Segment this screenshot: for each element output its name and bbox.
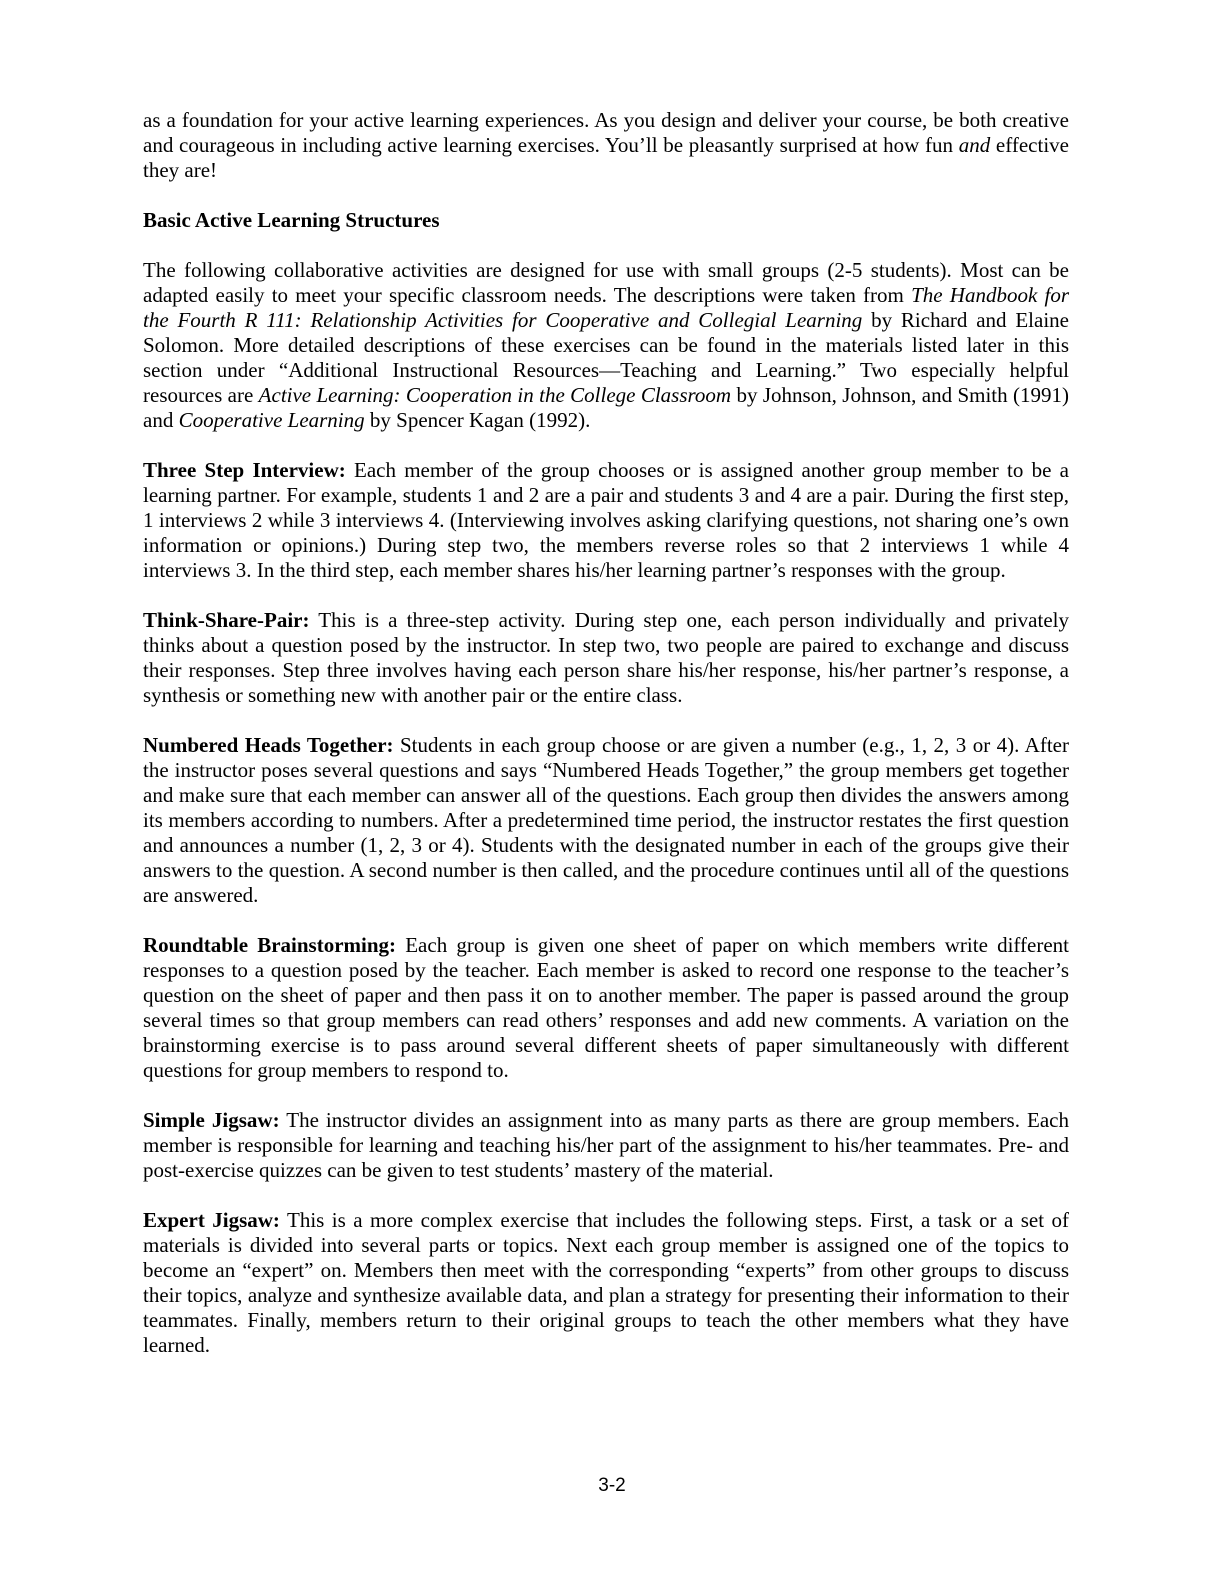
- entry-term: Simple Jigsaw:: [143, 1108, 280, 1132]
- entry-three-step-interview: [143, 458, 1069, 583]
- entry-simple-jigsaw: [143, 1108, 1069, 1183]
- lead-text-3: by Johnson, Johnson, and Smith (1991) and: [143, 383, 1069, 432]
- entry-term: Roundtable Brainstorming:: [143, 933, 397, 957]
- entry-text: The instructor divides an assignment into as many parts as there are group members. Each member is responsible for learning and teaching his/her part of the assignment to his/her teammates. Pre- and post-exercise quizzes can be given to test students’ mastery of the material.: [143, 1108, 1069, 1182]
- entry-term: Think-Share-Pair:: [143, 608, 310, 632]
- entry-text: This is a three-step activity. During step one, each person individually and privately thinks about a question posed by the instructor. In step two, two people are paired to exchange and discuss their responses. Step three involves having each person share his/her response, his/her partner’s response, a synthesis or something new with another pair or the entire class.: [143, 608, 1069, 707]
- lead-book-title-3: Cooperative Learning: [178, 408, 365, 432]
- entry-numbered-heads-together: [143, 733, 1069, 908]
- entry-expert-jigsaw: [143, 1208, 1069, 1358]
- intro-text-2: effective they are!: [143, 133, 1069, 182]
- page-number: 3-2: [598, 1475, 626, 1496]
- entry-text: This is a more complex exercise that includes the following steps. First, a task or a set of materials is divided into several parts or topics. Next each group member is assigned one of the topics to become an “expert” on. Members then meet with the corresponding “experts” from other groups to discuss their topics, analyze and synthesize available data, and plan a strategy for presenting their information to their teammates. Finally, members return to their original groups to teach the other members what they have learned.: [143, 1208, 1069, 1357]
- intro-paragraph: [143, 108, 1069, 183]
- entry-text: Students in each group choose or are given a number (e.g., 1, 2, 3 or 4). After the instructor poses several questions and says “Numbered Heads Together,” the group members get together and make sure that each member can answer all of the questions. Each group then divides the answers among its members according to numbers. After a predetermined time period, the instructor restates the first question and announces a number (1, 2, 3 or 4). Students with the designated number in each of the groups give their answers to the question. A second number is then called, and the procedure continues until all of the questions are answered.: [143, 733, 1069, 907]
- entry-roundtable-brainstorming: [143, 933, 1069, 1083]
- entry-text: Each member of the group chooses or is assigned another group member to be a learning partner. For example, students 1 and 2 are a pair and students 3 and 4 are a pair. During the first step, 1 interviews 2 while 3 interviews 4. (Interviewing involves asking clarifying questions, not sharing one’s own information or opinions.) During step two, the members reverse roles so that 2 interviews 1 while 4 interviews 3. In the third step, each member shares his/her learning partner’s responses with the group.: [143, 458, 1069, 582]
- intro-emphasis: and: [958, 133, 991, 157]
- lead-text-4: by Spencer Kagan (1992).: [364, 408, 591, 432]
- lead-book-title-2: Active Learning: Cooperation in the College Classroom: [258, 383, 732, 407]
- intro-text-1: as a foundation for your active learning experiences. As you design and deliver your course, be both creative and courageous in including active learning exercises. You’ll be pleasantly surprised at how fun: [143, 108, 1069, 157]
- section-heading: Basic Active Learning Structures: [143, 208, 440, 232]
- entry-term: Expert Jigsaw:: [143, 1208, 280, 1232]
- entry-term: Three Step Interview:: [143, 458, 346, 482]
- document-page: [143, 108, 1069, 1383]
- lead-book-title-1: The Handbook for the Fourth R 111: Relationship Activities for Cooperative and Collegial Learning: [143, 283, 1070, 332]
- lead-paragraph: [143, 258, 1069, 433]
- entry-term: Numbered Heads Together:: [143, 733, 394, 757]
- lead-text-2: by Richard and Elaine Solomon. More detailed descriptions of these exercises can be found in the materials listed later in this section under “Additional Instructional Resources—Teaching and Learning.” Two especially helpful resources are: [143, 308, 1069, 407]
- lead-text-1: The following collaborative activities are designed for use with small groups (2-5 students). Most can be adapted easily to meet your specific classroom needs. The descriptions were taken from: [143, 258, 1069, 307]
- entry-think-share-pair: [143, 608, 1069, 708]
- entry-text: Each group is given one sheet of paper on which members write different responses to a question posed by the teacher. Each member is asked to record one response to the teacher’s question on the sheet of paper and then pass it on to another member. The paper is passed around the group several times so that group members can read others’ responses and add new comments. A variation on the brainstorming exercise is to pass around several different sheets of paper simultaneously with different questions for group members to respond to.: [143, 933, 1070, 1082]
